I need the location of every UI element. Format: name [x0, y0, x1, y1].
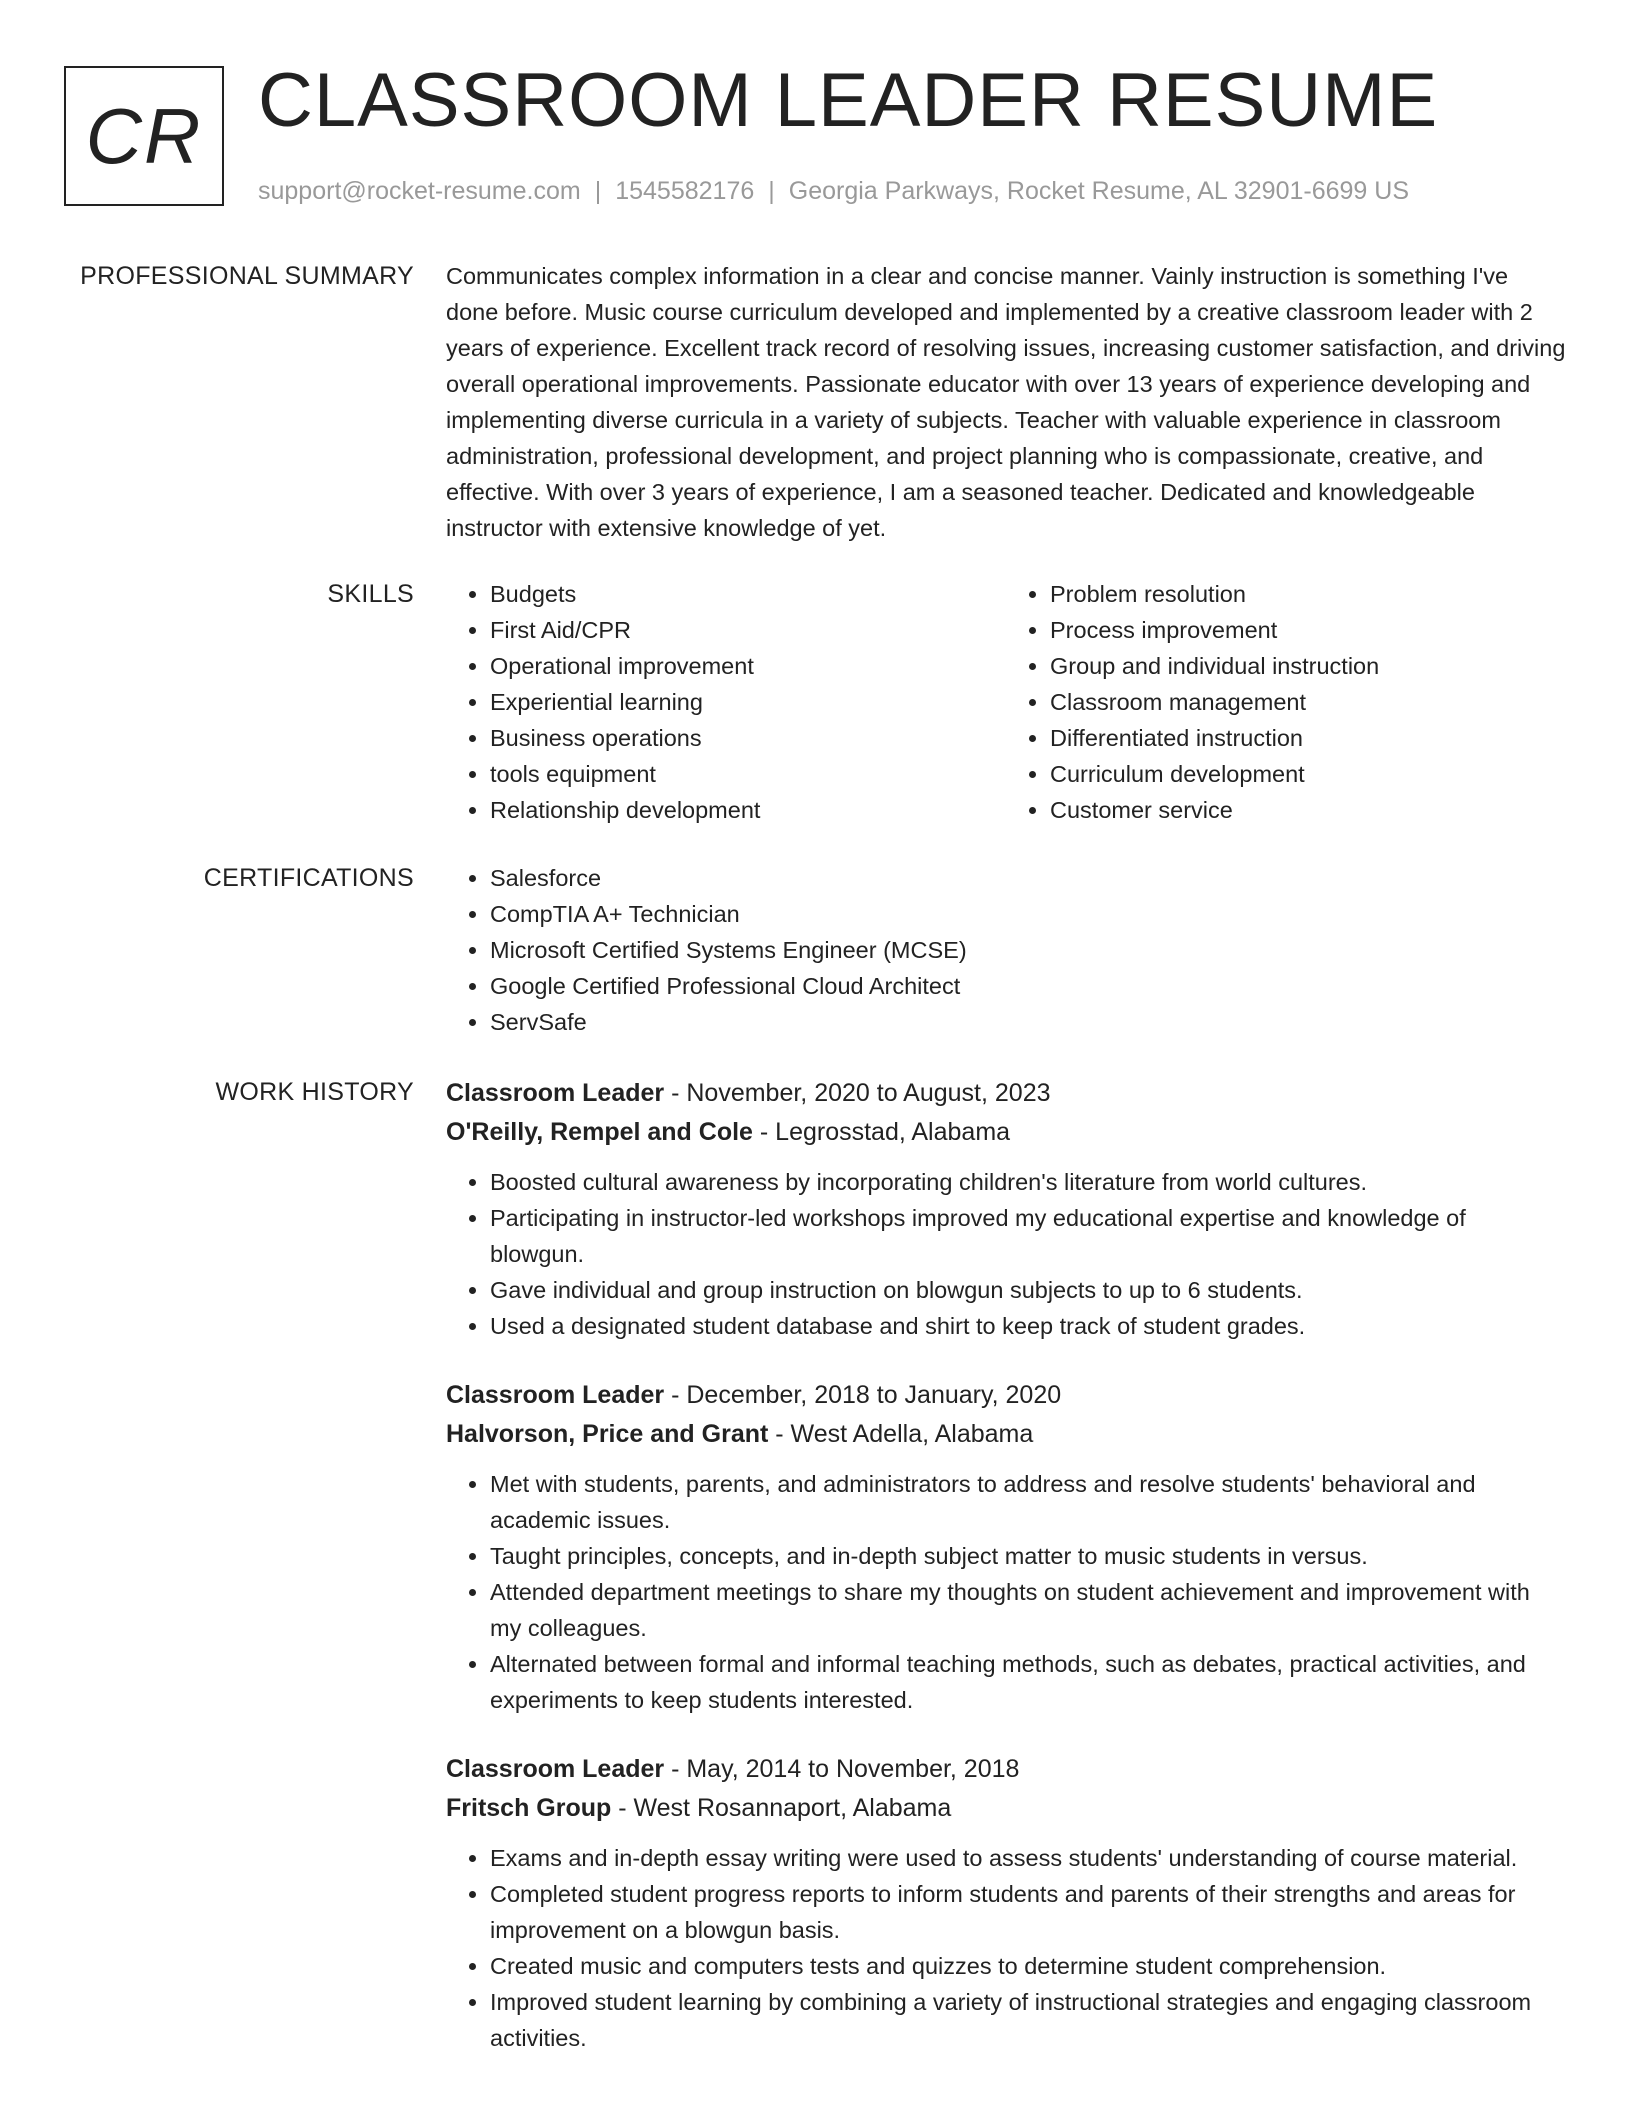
contact-separator: | [594, 177, 602, 205]
skill-item: • Problem resolution [1050, 576, 1566, 612]
skill-item: • Group and individual instruction [1050, 648, 1566, 684]
job-bullet: • Taught principles, concepts, and in-depth subject matter to music students in versus. [490, 1538, 1566, 1574]
job-title-line [446, 1376, 1566, 1415]
skill-item: • Experiential learning [490, 684, 1006, 720]
job-bullet: • Completed student progress reports to inform students and parents of their strengths and areas for improvement on a blowgun basis. [490, 1876, 1566, 1948]
job-title: Classroom Leader [446, 1755, 665, 1783]
job-entry [446, 1074, 1566, 1344]
job-bullet: • Met with students, parents, and administrators to address and resolve students' behavioral and academic issues. [490, 1466, 1566, 1538]
skill-item: • tools equipment [490, 756, 1006, 792]
skill-item: • Classroom management [1050, 684, 1566, 720]
work-history-body [446, 1074, 1566, 2088]
job-dates: - December, 2018 to January, 2020 [664, 1381, 1062, 1409]
skill-item: • Relationship development [490, 792, 1006, 828]
job-company-line [446, 1415, 1566, 1454]
certification-item: • Google Certified Professional Cloud Architect [490, 968, 1566, 1004]
contact-phone[interactable]: 1545582176 [615, 177, 755, 205]
certifications-body [446, 860, 1566, 1040]
job-location: - West Rosannaport, Alabama [611, 1794, 952, 1822]
certification-item: • Salesforce [490, 860, 1566, 896]
job-dates: - May, 2014 to November, 2018 [664, 1755, 1020, 1783]
job-bullet: • Used a designated student database and shirt to keep track of student grades. [490, 1308, 1566, 1344]
job-location: - Legrosstad, Alabama [752, 1118, 1011, 1146]
job-bullets [446, 1164, 1566, 1344]
job-bullets [446, 1466, 1566, 1718]
certification-item: • Microsoft Certified Systems Engineer (MCSE) [490, 932, 1566, 968]
skill-item: • Customer service [1050, 792, 1566, 828]
skill-item: • Operational improvement [490, 648, 1006, 684]
job-bullet: • Gave individual and group instruction on blowgun subjects to up to 6 students. [490, 1272, 1566, 1308]
job-company: Fritsch Group [446, 1794, 612, 1822]
certification-item: • ServSafe [490, 1004, 1566, 1040]
job-title: Classroom Leader [446, 1381, 665, 1409]
job-location: - West Adella, Alabama [768, 1420, 1034, 1448]
skill-item: • Business operations [490, 720, 1006, 756]
job-entry [446, 1750, 1566, 2056]
job-dates: - November, 2020 to August, 2023 [664, 1079, 1051, 1107]
job-title: Classroom Leader [446, 1079, 665, 1107]
section-label-certifications: CERTIFICATIONS [203, 864, 414, 892]
contact-separator: | [768, 177, 775, 205]
skill-item: • Process improvement [1050, 612, 1566, 648]
job-company: O'Reilly, Rempel and Cole [446, 1118, 753, 1146]
job-bullet: • Attended department meetings to share my thoughts on student achievement and improvement with my colleagues. [490, 1574, 1566, 1646]
skill-item: • Curriculum development [1050, 756, 1566, 792]
monogram-logo: CR [64, 66, 224, 206]
page-title: CLASSROOM LEADER RESUME [258, 58, 1439, 143]
skills-list-right [1006, 576, 1566, 828]
job-company: Halvorson, Price and Grant [446, 1420, 769, 1448]
section-label-skills: SKILLS [327, 580, 414, 608]
skill-item: • First Aid/CPR [490, 612, 1006, 648]
job-company-line [446, 1113, 1566, 1152]
skills-list-left [446, 576, 1006, 828]
job-company-line [446, 1789, 1566, 1828]
job-bullet: • Participating in instructor-led workshops improved my educational expertise and knowledge of blowgun. [490, 1200, 1566, 1272]
summary-text: Communicates complex information in a clear and concise manner. Vainly instruction is something I've done before. Music course curriculum developed and implemented by a creative classroom leader with 2 years of experience. Excellent track record of resolving issues, increasing customer satisfaction, and driving overall operational improvements. Passionate educator with over 13 years of experience developing and implementing diverse curricula in a variety of subjects. Teacher with valuable experience in classroom administration, professional development, and project planning who is compassionate, creative, and effective. With over 3 years of experience, I am a seasoned teacher. Dedicated and knowledgeable instructor with extensive knowledge of yet. [446, 263, 1566, 541]
job-bullet: • Boosted cultural awareness by incorporating children's literature from world cultures. [490, 1164, 1566, 1200]
section-label-summary: PROFESSIONAL SUMMARY [80, 262, 414, 290]
job-bullet: • Improved student learning by combining a variety of instructional strategies and engaging classroom activities. [490, 1984, 1566, 2056]
skill-item: • Differentiated instruction [1050, 720, 1566, 756]
job-entry [446, 1376, 1566, 1718]
job-bullet: • Alternated between formal and informal teaching methods, such as debates, practical activities, and experiments to keep students interested. [490, 1646, 1566, 1718]
job-title-line [446, 1750, 1566, 1789]
job-bullet: • Created music and computers tests and quizzes to determine student comprehension. [490, 1948, 1566, 1984]
contact-address: Georgia Parkways, Rocket Resume, AL 32901-6699 US [788, 177, 1409, 205]
certifications-list [446, 860, 1566, 1040]
section-label-work-history: WORK HISTORY [215, 1078, 414, 1106]
contact-line [258, 174, 1409, 208]
job-bullet: • Exams and in-depth essay writing were used to assess students' understanding of course material. [490, 1840, 1566, 1876]
job-bullets [446, 1840, 1566, 2056]
certification-item: • CompTIA A+ Technician [490, 896, 1566, 932]
contact-email[interactable]: support@rocket-resume.com [258, 177, 581, 205]
skills-grid [446, 576, 1566, 828]
skill-item: • Budgets [490, 576, 1006, 612]
job-title-line [446, 1074, 1566, 1113]
